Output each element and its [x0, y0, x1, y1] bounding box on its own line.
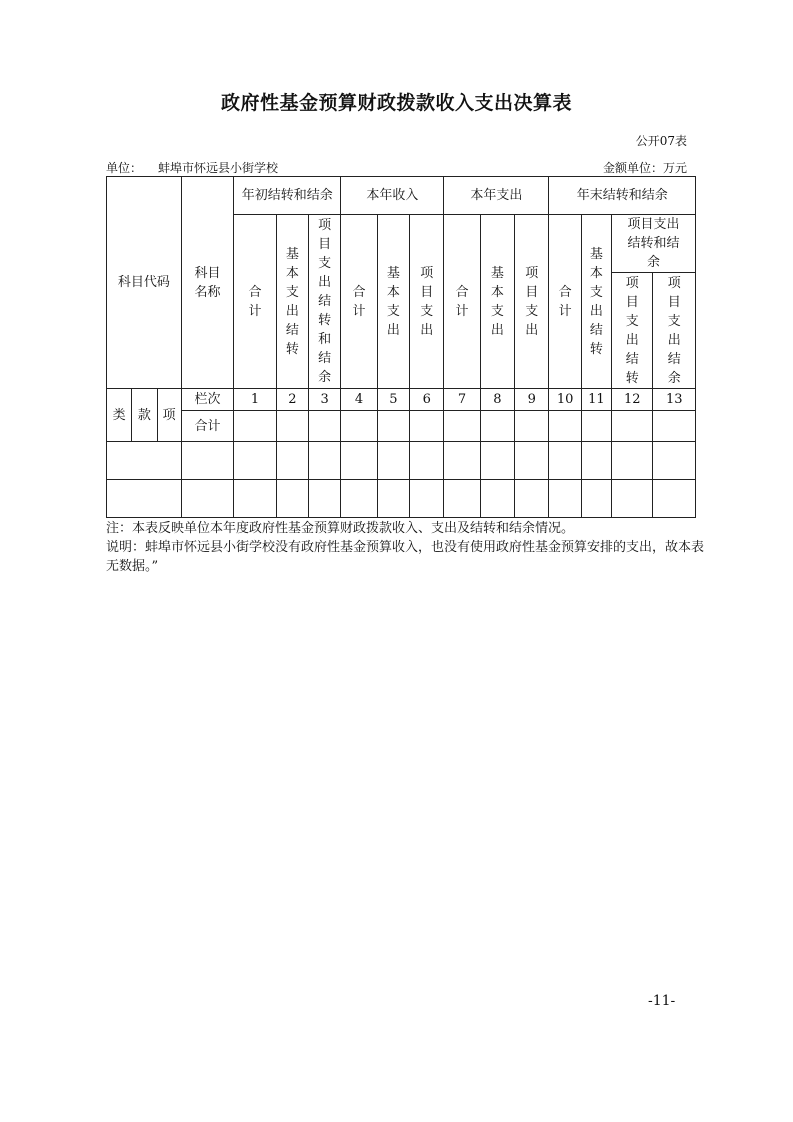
- table-cell: [410, 480, 444, 518]
- table-cell: [181, 480, 234, 518]
- income-basic-header: 基本支出: [377, 215, 409, 389]
- closing-balance-header: 年末结转和结余: [549, 177, 696, 215]
- column-number: 10: [549, 389, 581, 411]
- table-cell: [444, 480, 480, 518]
- table-cell: [234, 442, 276, 480]
- table-row: [107, 480, 696, 518]
- table-cell: [653, 442, 696, 480]
- column-number: 1: [234, 389, 276, 411]
- income-total-header: 合计: [341, 215, 377, 389]
- table-cell: [410, 442, 444, 480]
- table-cell: [309, 480, 341, 518]
- table-cell: [377, 442, 409, 480]
- column-number: 12: [612, 389, 653, 411]
- column-number: 8: [480, 389, 514, 411]
- table-cell: [276, 480, 308, 518]
- table-cell: [480, 442, 514, 480]
- column-number-label: 栏次: [181, 389, 234, 411]
- subject-code-header: 科目代码: [107, 177, 182, 389]
- table-cell: [612, 442, 653, 480]
- table-cell: [410, 411, 444, 442]
- table-cell: [377, 411, 409, 442]
- table-cell: [309, 411, 341, 442]
- form-number: 公开07表: [635, 134, 687, 148]
- column-number: 6: [410, 389, 444, 411]
- table-cell: [612, 480, 653, 518]
- closing-project-header: 项目支出结转和结余: [612, 215, 696, 273]
- opening-balance-header: 年初结转和结余: [234, 177, 341, 215]
- table-cell: [653, 411, 696, 442]
- unit-label: 单位：: [106, 161, 143, 175]
- expenditure-total-header: 合计: [444, 215, 480, 389]
- table-note: 注：本表反映单位本年度政府性基金预算财政拨款收入、支出及结转和结余情况。: [106, 521, 575, 536]
- column-number: 7: [444, 389, 480, 411]
- table-cell: [515, 411, 549, 442]
- table-cell: [276, 411, 308, 442]
- table-cell: [377, 480, 409, 518]
- column-number: 11: [581, 389, 611, 411]
- table-cell: [581, 480, 611, 518]
- expenditure-header: 本年支出: [444, 177, 549, 215]
- table-cell: [549, 442, 581, 480]
- table-cell: [480, 411, 514, 442]
- table-cell: [234, 480, 276, 518]
- closing-basic-header: 基本支出结转: [581, 215, 611, 389]
- table-cell: [515, 442, 549, 480]
- table-cell: [653, 480, 696, 518]
- table-cell: [341, 480, 377, 518]
- closing-project-surplus-header: 项目支出结余: [653, 273, 696, 389]
- column-number: 4: [341, 389, 377, 411]
- table-cell: [480, 480, 514, 518]
- column-number: 13: [653, 389, 696, 411]
- table-cell: [549, 480, 581, 518]
- table-cell: [515, 480, 549, 518]
- table-cell: [309, 442, 341, 480]
- unit-row: [106, 159, 278, 176]
- total-row-label: 合计: [181, 411, 234, 442]
- table-cell: [581, 411, 611, 442]
- table-cell: [612, 411, 653, 442]
- unit-value: 蚌埠市怀远县小街学校: [158, 161, 279, 175]
- column-number: 9: [515, 389, 549, 411]
- column-number: 5: [377, 389, 409, 411]
- table-cell: [181, 442, 234, 480]
- amount-unit: 金额单位：万元: [602, 161, 687, 175]
- income-header: 本年收入: [341, 177, 444, 215]
- expenditure-basic-header: 基本支出: [480, 215, 514, 389]
- column-number: 3: [309, 389, 341, 411]
- table-cell: [444, 411, 480, 442]
- income-project-header: 项目支出: [410, 215, 444, 389]
- table-cell: [341, 442, 377, 480]
- lei-header: 类: [107, 389, 132, 442]
- closing-total-header: 合计: [549, 215, 581, 389]
- table-cell: [341, 411, 377, 442]
- budget-table: [106, 176, 696, 518]
- column-number: 2: [276, 389, 308, 411]
- table-cell: [107, 442, 182, 480]
- table-cell: [444, 442, 480, 480]
- table-cell: [581, 442, 611, 480]
- subject-name-header: 科目名称: [181, 177, 234, 389]
- opening-basic-header: 基本支出结转: [276, 215, 308, 389]
- opening-project-header: 项目支出结转和结余: [309, 215, 341, 389]
- table-cell: [107, 480, 182, 518]
- table-row: [107, 442, 696, 480]
- closing-project-carry-header: 项目支出结转: [612, 273, 653, 389]
- expenditure-project-header: 项目支出: [515, 215, 549, 389]
- table-explanation: 说明：蚌埠市怀远县小街学校没有政府性基金预算收入，也没有使用政府性基金预算安排的支出，故本表无数据。”: [106, 540, 705, 574]
- table-cell: [234, 411, 276, 442]
- kuan-header: 款: [132, 389, 157, 442]
- opening-total-header: 合计: [234, 215, 276, 389]
- table-cell: [549, 411, 581, 442]
- xiang-header: 项: [157, 389, 181, 442]
- page-title: 政府性基金预算财政拨款收入支出决算表: [220, 92, 572, 114]
- table-cell: [276, 442, 308, 480]
- page-number: -11-: [648, 993, 676, 1009]
